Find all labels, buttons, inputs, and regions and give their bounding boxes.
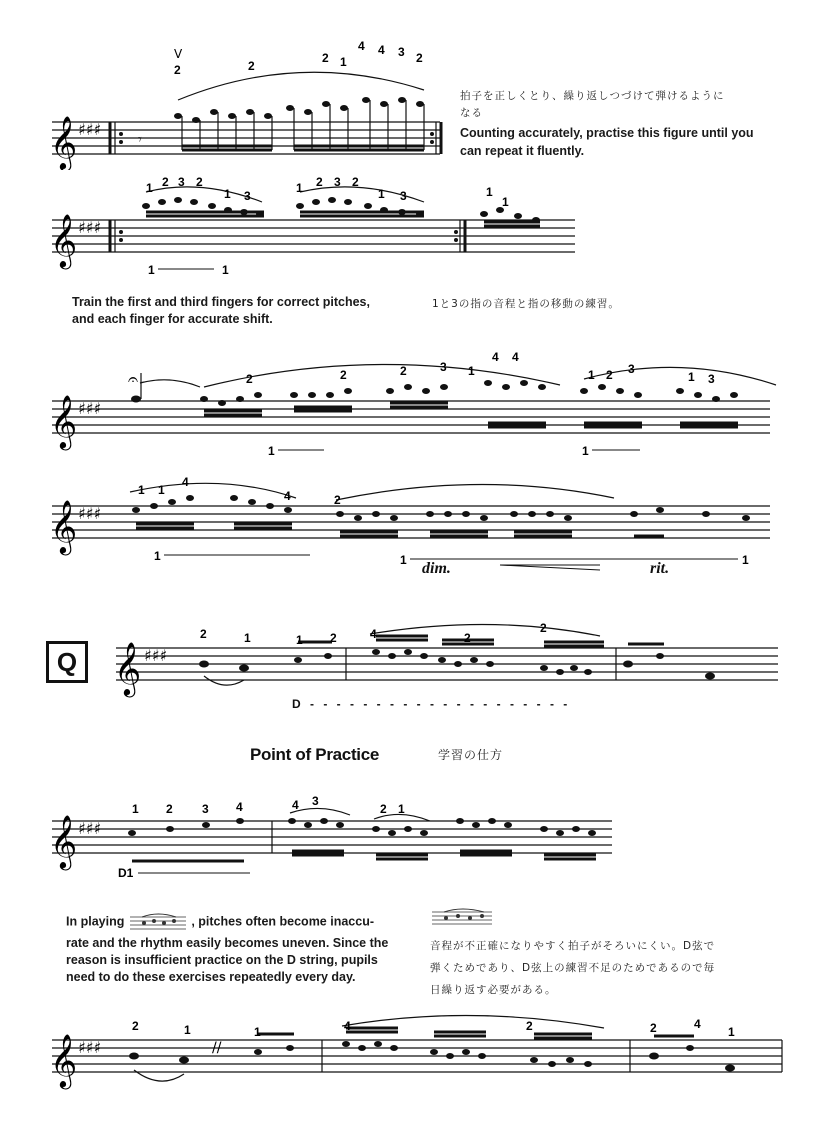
notation-figure-icon xyxy=(128,911,188,933)
staff-exercise-2 xyxy=(0,170,822,285)
fingering: 2 xyxy=(162,175,169,189)
fingering: 1 xyxy=(340,55,347,69)
fingering: 1 xyxy=(184,1023,191,1037)
fingering: 2 xyxy=(200,627,207,641)
instruction-jp: なる xyxy=(460,107,483,119)
string-label: D1 xyxy=(118,866,134,880)
instruction-en: and each finger for accurate shift. xyxy=(72,312,273,326)
fingering: 3 xyxy=(398,45,405,59)
notation-figure-icon xyxy=(430,904,494,928)
fingering: 4 xyxy=(358,40,365,53)
fingering: 2 xyxy=(174,63,181,77)
staff-practice xyxy=(0,795,822,885)
staff-exercise-1 xyxy=(0,40,822,170)
fingering: 1 xyxy=(728,1025,735,1039)
section-heading: Point of Practice xyxy=(250,745,380,764)
treble-clef-icon: 𝄞 xyxy=(50,394,78,448)
treble-clef-icon: 𝄞 xyxy=(50,499,78,553)
staff-exercise-3 xyxy=(0,345,822,465)
fingering: 1 xyxy=(224,187,231,201)
fingering: 2 xyxy=(606,368,613,382)
svg-text:♯♯♯: ♯♯♯ xyxy=(78,819,102,838)
section-heading-jp: 学習の仕方 xyxy=(438,748,504,762)
svg-text:V: V xyxy=(174,47,183,61)
fingering: 2 xyxy=(334,493,341,507)
fingering: 4 xyxy=(694,1017,701,1031)
fingering: 4 xyxy=(236,800,243,814)
string-extension: 1 xyxy=(582,444,589,458)
fingering: 2 xyxy=(416,51,423,65)
fingering: 2 xyxy=(248,59,255,73)
fingering: 3 xyxy=(334,175,341,189)
fingering: 4 xyxy=(182,475,189,489)
fingering: 4 xyxy=(378,43,385,57)
fingering: 1 xyxy=(146,181,153,195)
staff-exercise-4 xyxy=(0,470,822,590)
instruction-jp: 1と3の指の音程と指の移動の練習。 xyxy=(432,298,620,310)
fingering: 3 xyxy=(202,802,209,816)
treble-clef-icon: 𝄞 xyxy=(50,1033,78,1087)
fingering: 1 xyxy=(588,368,595,382)
fingering: 1 xyxy=(132,802,139,816)
instruction-en: Counting accurately, practise this figure until you xyxy=(460,126,754,140)
fingering: 1 xyxy=(244,631,251,645)
practice-text: need to do these exercises repeatedly every day. xyxy=(66,970,356,984)
fermata-icon: 𝄐 xyxy=(128,369,139,390)
string-extension: 1 xyxy=(154,549,161,563)
practice-text-part: , pitches often become inaccu- xyxy=(191,914,374,929)
fingering: 1 xyxy=(296,633,303,647)
fingering: 4 xyxy=(370,627,377,641)
fingering: 2 xyxy=(526,1019,533,1033)
fingering: 4 xyxy=(492,350,499,364)
fingering: 1 xyxy=(296,181,303,195)
fingering: 2 xyxy=(322,51,329,65)
practice-text-part: In playing xyxy=(66,914,125,929)
practice-text: reason is insufficient practice on the D string, pupils xyxy=(66,953,378,967)
fingering: 2 xyxy=(650,1021,657,1035)
instruction-jp: 拍子を正しくとり、繰り返しつづけて弾けるように xyxy=(460,90,725,102)
key-signature-sharps: ♯♯♯ xyxy=(78,120,102,139)
tempo-rit: rit. xyxy=(650,560,670,577)
fingering: 1 xyxy=(688,370,695,384)
instruction-en: can repeat it fluently. xyxy=(460,144,585,158)
practice-text xyxy=(66,911,374,933)
section-letter-q: Q xyxy=(46,641,88,683)
svg-text:♯♯♯: ♯♯♯ xyxy=(78,1038,102,1057)
fingering: 1 xyxy=(158,483,165,497)
fingering: 3 xyxy=(708,372,715,386)
fingering: 1 xyxy=(502,195,509,209)
fingering: 2 xyxy=(132,1019,139,1033)
fingering: 2 xyxy=(540,621,547,635)
string-indication: D - - - - - - - - - - - - - - - - - - - - xyxy=(292,697,571,711)
string-extension: 1 xyxy=(742,553,749,567)
string-extension: 1 xyxy=(148,263,155,277)
fingering: 3 xyxy=(628,362,635,376)
fingering: 2 xyxy=(464,631,471,645)
fingering: 1 xyxy=(398,802,405,816)
treble-clef-icon: 𝄞 xyxy=(50,115,78,169)
fingering: 2 xyxy=(330,631,337,645)
treble-clef-icon: 𝄞 xyxy=(50,814,78,868)
svg-text:♯♯♯: ♯♯♯ xyxy=(78,399,102,418)
fingering: 2 xyxy=(340,368,347,382)
fingering: 2 xyxy=(246,372,253,386)
string-extension: 1 xyxy=(222,263,229,277)
fingering: 4 xyxy=(512,350,519,364)
dynamic-dim: dim. xyxy=(422,560,451,577)
fingering: 4 xyxy=(292,798,299,812)
practice-text: rate and the rhythm easily becomes uneven. Since the xyxy=(66,936,389,950)
svg-text:♯♯♯: ♯♯♯ xyxy=(144,646,168,665)
svg-text:♯♯♯: ♯♯♯ xyxy=(78,504,102,523)
fingering: 1 xyxy=(468,364,475,378)
svg-text://: // xyxy=(212,1040,222,1056)
staff-final xyxy=(0,1012,822,1122)
fingering: 1 xyxy=(138,483,145,497)
fingering: 1 xyxy=(254,1025,261,1039)
fingering: 3 xyxy=(312,795,319,808)
instruction-en: Train the first and third fingers for correct pitches, xyxy=(72,295,370,309)
fingering: 4 xyxy=(344,1019,351,1033)
fingering: 3 xyxy=(244,189,251,203)
svg-text:♯♯♯: ♯♯♯ xyxy=(78,218,102,237)
fingering: 2 xyxy=(400,364,407,378)
fingering: 3 xyxy=(178,175,185,189)
string-extension: 1 xyxy=(268,444,275,458)
svg-text:𝄾: 𝄾 xyxy=(138,132,142,148)
fingering: 2 xyxy=(352,175,359,189)
practice-text-jp: 音程が不正確になりやすく拍子がそろいにくい。D弦で xyxy=(430,940,716,952)
fingering: 1 xyxy=(378,187,385,201)
fingering: 2 xyxy=(380,802,387,816)
fingering: 2 xyxy=(316,175,323,189)
fingering: 3 xyxy=(400,189,407,203)
fingering: 4 xyxy=(284,489,291,503)
fingering: 1 xyxy=(486,185,493,199)
string-label: D xyxy=(292,697,304,711)
string-extension: 1 xyxy=(400,553,407,567)
fingering: 2 xyxy=(166,802,173,816)
treble-clef-icon: 𝄞 xyxy=(50,213,78,267)
fingering: 2 xyxy=(196,175,203,189)
treble-clef-icon: 𝄞 xyxy=(114,641,142,695)
practice-text-jp: 日繰り返す必要がある。 xyxy=(430,984,557,996)
practice-text-jp: 弾くためであり、D弦上の練習不足のためであるので毎 xyxy=(430,962,716,974)
fingering: 3 xyxy=(440,360,447,374)
